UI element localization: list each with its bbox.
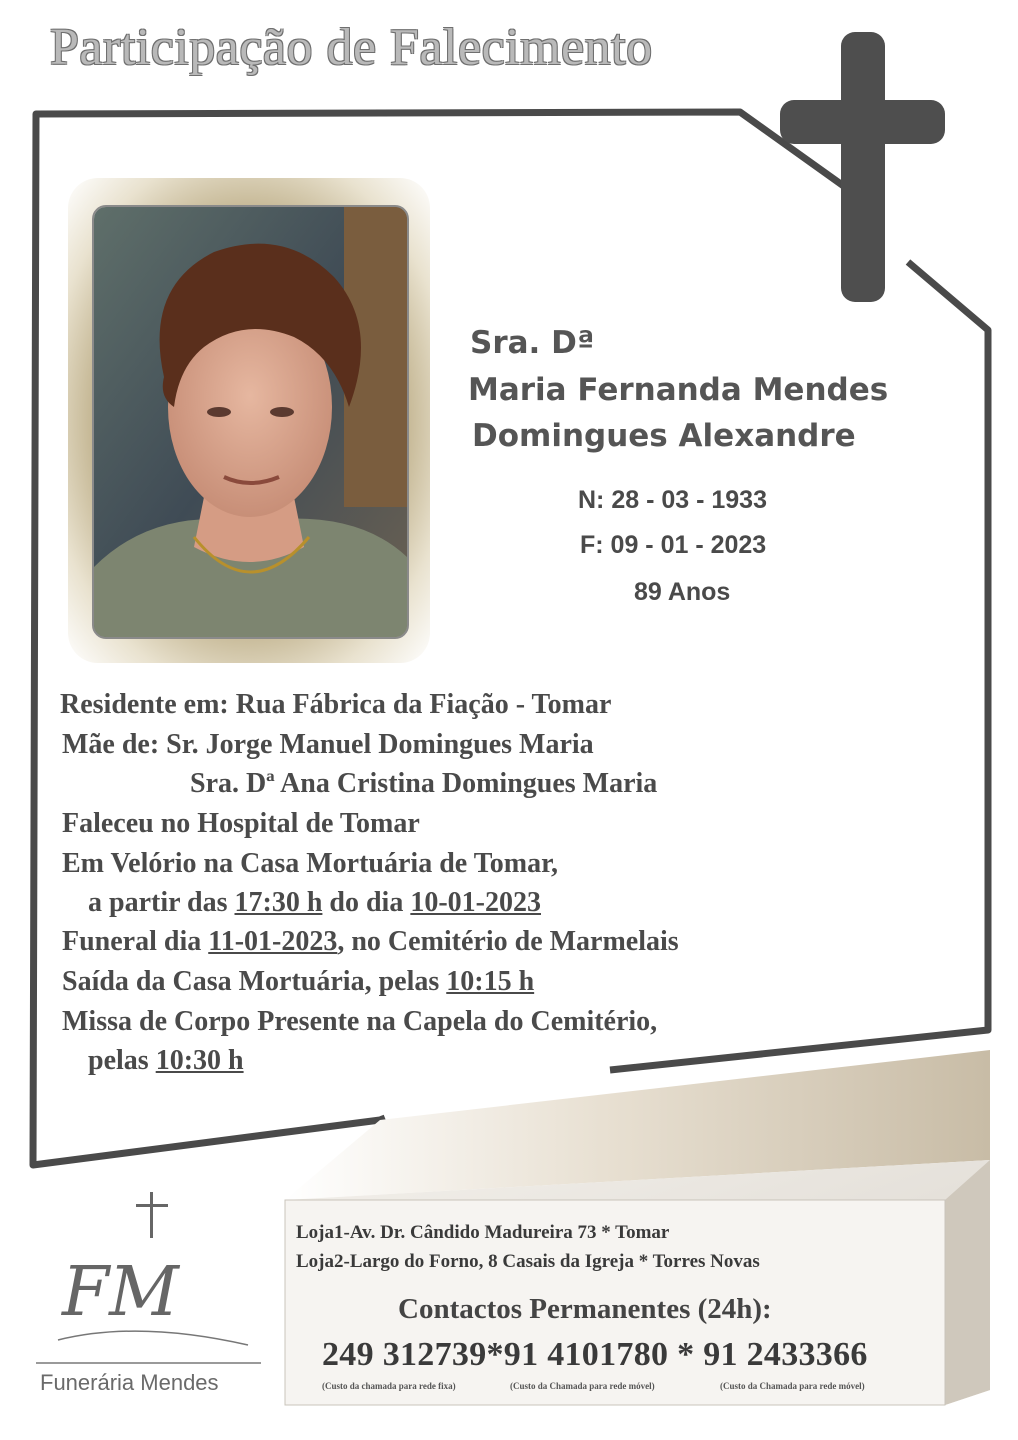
mass-prefix: pelas [88, 1045, 156, 1076]
deceased-salutation: Sra. Dª [470, 325, 595, 361]
funeral-date: 11-01-2023 [208, 926, 338, 957]
funeral-home-logo [48, 1245, 258, 1355]
wake-time: 17:30 h [234, 887, 323, 918]
logo-divider [36, 1362, 261, 1364]
cross-icon [134, 1192, 170, 1240]
shop-1-address: Loja1-Av. Dr. Cândido Madureira 73 * Tomar [296, 1222, 670, 1243]
deceased-name-line1: Maria Fernanda Mendes [468, 372, 889, 408]
birth-date: N: 28 - 03 - 1933 [578, 486, 767, 514]
age: 89 Anos [634, 578, 731, 606]
wake-date: 10-01-2023 [410, 887, 541, 918]
phone-note-3: (Custo da Chamada para rede móvel) [720, 1381, 865, 1391]
wake-prefix: a partir das [88, 887, 235, 918]
wake-time-line [88, 884, 541, 922]
mass-time-line [88, 1042, 244, 1080]
deceased-name-line2: Domingues Alexandre [472, 418, 856, 454]
funeral-home-name: Funerária Mendes [40, 1370, 219, 1395]
wake-mid: do dia [322, 887, 411, 918]
mother-of-line-2: Sra. Dª Ana Cristina Domingues Maria [190, 768, 658, 799]
mother-of-line: Mãe de: Sr. Jorge Manuel Domingues Maria [62, 729, 594, 760]
died-at-line: Faleceu no Hospital de Tomar [62, 808, 420, 839]
mass-time: 10:30 h [155, 1045, 244, 1076]
wake-line: Em Velório na Casa Mortuária de Tomar, [62, 848, 558, 879]
funeral-line [62, 923, 679, 961]
shop-2-address: Loja2-Largo do Forno, 8 Casais da Igreja * Torres Novas [296, 1251, 760, 1272]
departure-prefix: Saída da Casa Mortuária, pelas [62, 966, 447, 997]
phone-numbers: 249 312739*91 4101780 * 91 2433366 [322, 1336, 868, 1373]
mass-line: Missa de Corpo Presente na Capela do Cemitério, [62, 1006, 658, 1037]
funeral-prefix: Funeral dia [62, 926, 209, 957]
page-title: Participação de Falecimento [50, 19, 653, 76]
departure-time: 10:15 h [446, 966, 535, 997]
phone-note-2: (Custo da Chamada para rede móvel) [510, 1381, 655, 1391]
death-date: F: 09 - 01 - 2023 [580, 531, 767, 559]
funeral-suffix: , no Cemitério de Marmelais [337, 926, 679, 957]
contacts-title: Contactos Permanentes (24h): [398, 1293, 772, 1325]
phone-note-1: (Custo da chamada para rede fixa) [322, 1381, 456, 1391]
cross-icon [778, 30, 948, 305]
departure-line [62, 963, 534, 1001]
residence-line: Residente em: Rua Fábrica da Fiação - Tomar [60, 689, 612, 720]
logo-monogram: FM [62, 1253, 179, 1332]
portrait-photo [92, 205, 409, 639]
